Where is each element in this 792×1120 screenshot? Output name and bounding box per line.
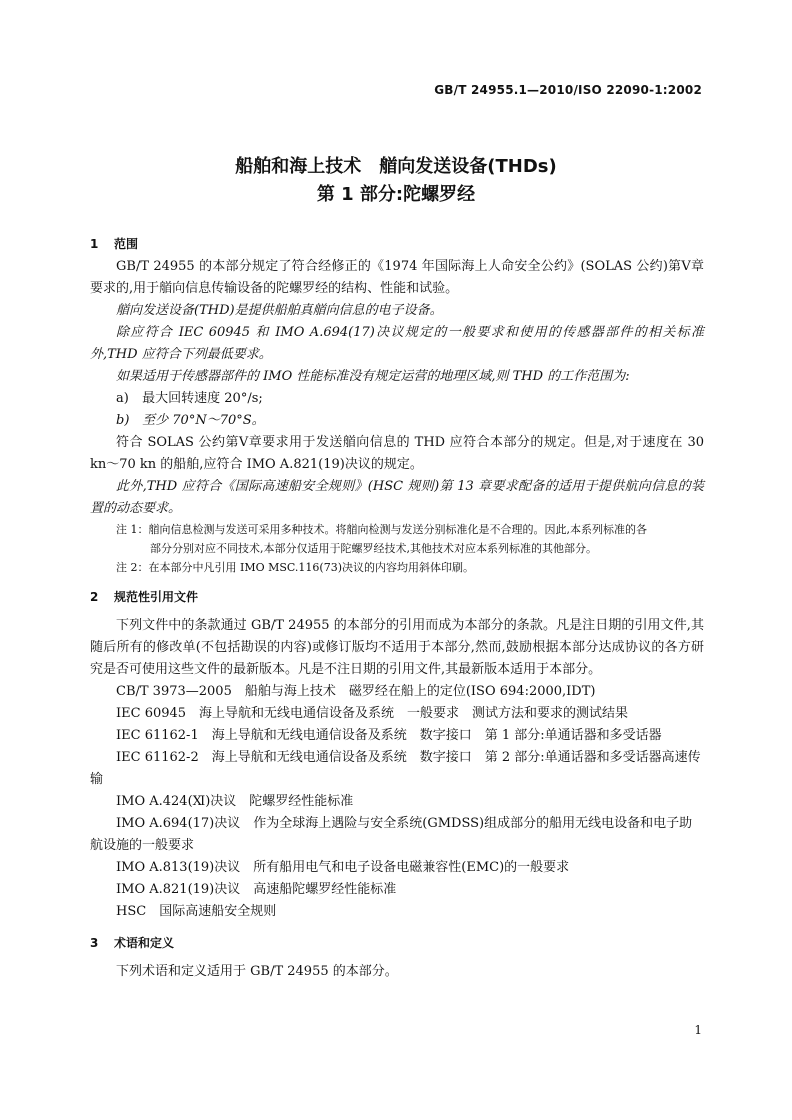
reference-item: IEC 60945 海上导航和无线电通信设备及系统 一般要求 测试方法和要求的测试结果 — [116, 706, 629, 721]
document-subtitle: 第 1 部分:陀螺罗经 — [316, 184, 476, 205]
reference-item: IMO A.694(17)决议 作为全球海上遇险与安全系统(GMDSS)组成部分的船用无线电设备和电子助航设施的一般要求 — [90, 816, 693, 853]
section-2-heading — [90, 585, 704, 609]
terms-intro: 下列术语和定义适用于 GB/T 24955 的本部分。 — [116, 964, 398, 979]
scope-paragraph-4: 如果适用于传感器部件的 IMO 性能标准没有规定运营的地理区域,则 THD 的工作范围为: — [116, 369, 630, 384]
page-number: 1 — [694, 1023, 702, 1037]
list-item-a — [90, 388, 704, 410]
list-item-b-label: b) — [116, 413, 130, 428]
reference-item: IMO A.813(19)决议 所有船用电气和电子设备电磁兼容性(EMC)的一般要求 — [116, 860, 570, 875]
section-2-number: 2 — [90, 590, 99, 604]
section-3-heading — [90, 931, 704, 955]
list-item-b-text: 至少 70°N～70°S。 — [142, 413, 265, 428]
reference-item: IEC 61162-2 海上导航和无线电通信设备及系统 数字接口 第 2 部分:单通话器和多受话器高速传输 — [90, 750, 701, 787]
document-title: 船舶和海上技术 艏向发送设备(THDs) — [235, 156, 557, 177]
note-2: 注 2：在本部分中凡引用 IMO MSC.116(73)决议的内容均用斜体印刷。 — [116, 561, 475, 574]
list-item-a-text: 最大回转速度 20°/s; — [142, 391, 263, 406]
note-1-continuation: 部分分别对应不同技术,本部分仅适用于陀螺罗经技术,其他技术对应本系列标准的其他部分。 — [150, 542, 597, 555]
section-3-title: 术语和定义 — [114, 936, 175, 950]
scope-paragraph-1: GB/T 24955 的本部分规定了符合经修正的《1974 年国际海上人命安全公约》(SOLAS 公约)第Ⅴ章要求的,用于艏向信息传输设备的陀螺罗经的结构、性能和试验。 — [90, 259, 704, 296]
standard-code: GB/T 24955.1—2010/ISO 22090-1:2002 — [434, 83, 702, 97]
reference-item: IMO A.821(19)决议 高速船陀螺罗经性能标准 — [116, 882, 397, 897]
scope-paragraph-3: 除应符合 IEC 60945 和 IMO A.694(17)决议规定的一般要求和使用的传感器部件的相关标准外,THD 应符合下列最低要求。 — [90, 325, 704, 362]
section-1-number: 1 — [90, 237, 99, 251]
reference-item: IMO A.424(Ⅺ)决议 陀螺罗经性能标准 — [116, 794, 354, 809]
reference-item: IEC 61162-1 海上导航和无线电通信设备及系统 数字接口 第 1 部分:单通话器和多受话器 — [116, 728, 662, 743]
scope-paragraph-6: 此外,THD 应符合《国际高速船安全规则》(HSC 规则)第 13 章要求配备的适用于提供航向信息的装置的动态要求。 — [90, 479, 704, 516]
scope-paragraph-2: 艏向发送设备(THD)是提供船舶真艏向信息的电子设备。 — [116, 303, 443, 318]
note-1: 注 1：艏向信息检测与发送可采用多种技术。将艏向检测与发送分别标准化是不合理的。因此,本系列标准的各 — [116, 523, 647, 536]
reference-item: HSC 国际高速船安全规则 — [116, 904, 277, 919]
reference-item: CB/T 3973—2005 船舶与海上技术 磁罗经在船上的定位(ISO 694:2000,IDT) — [116, 684, 596, 699]
list-item-b — [90, 410, 704, 432]
document-body — [90, 232, 704, 983]
scope-paragraph-5: 符合 SOLAS 公约第Ⅴ章要求用于发送艏向信息的 THD 应符合本部分的规定。但是,对于速度在 30 kn～70 kn 的船舶,应符合 IMO A.821(19)决议的规定。 — [90, 435, 704, 472]
section-1-heading — [90, 232, 704, 256]
list-item-a-label: a) — [116, 391, 129, 406]
references-intro: 下列文件中的条款通过 GB/T 24955 的本部分的引用而成为本部分的条款。凡是注日期的引用文件,其随后所有的修改单(不包括勘误的内容)或修订版均不适用于本部分,然而,鼓励根据本部分达成协议的各方研究是否可使用这些文件的最新版本。凡是不注日期的引用文件,其最新版本适用于本部分。 — [90, 618, 704, 677]
section-2-title: 规范性引用文件 — [114, 590, 199, 604]
section-1-title: 范围 — [114, 237, 139, 251]
section-3-number: 3 — [90, 936, 99, 950]
